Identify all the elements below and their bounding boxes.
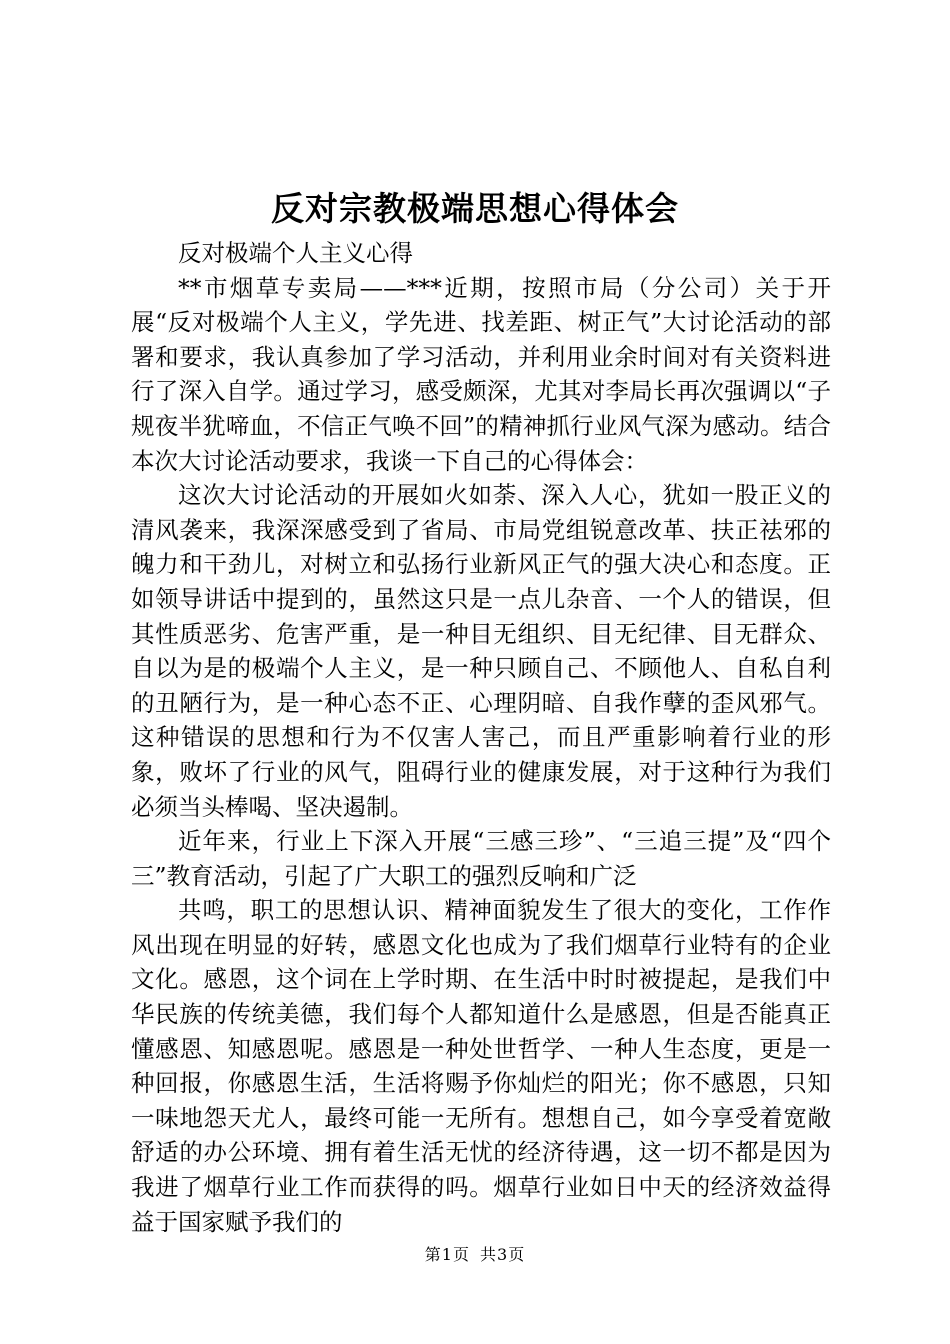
page-total: 共3页 [480,1245,526,1264]
page-number: 第1页 [424,1245,470,1264]
subtitle-paragraph: 反对极端个人主义心得 [178,239,413,267]
page-footer [0,1244,950,1266]
body-paragraph: 这次大讨论活动的开展如火如荼、深入人心，犹如一股正义的清风袭来，我深深感受到了省局、市局党组锐意改革、扶正祛邪的魄力和干劲儿，对树立和弘扬行业新风正气的强大决心和态度。正如领导讲话中提到的，虽然这只是一点儿杂音、一个人的错误，但其性质恶劣、危害严重，是一种目无组织、目无纪律、目无群众、自以为是的极端个人主义，是一种只顾自己、不顾他人、自私自利的丑陋行为，是一种心态不正、心理阴暗、自我作孽的歪风邪气。这种错误的思想和行为不仅害人害己，而且严重影响着行业的形象，败坏了行业的风气，阻碍行业的健康发展，对于这种行为我们必须当头棒喝、坚决遏制。 [131,481,831,821]
document-title: 反对宗教极端思想心得体会 [271,189,679,228]
body-paragraph: **市烟草专卖局——***近期，按照市局（分公司）关于开展“反对极端个人主义，学先进、找差距、树正气”大讨论活动的部署和要求，我认真参加了学习活动，并利用业余时间对有关资料进行了深入自学。通过学习，感受颇深，尤其对李局长再次强调以“子规夜半犹啼血，不信正气唤不回”的精神抓行业风气深为感动。结合本次大讨论活动要求，我谈一下自己的心得体会： [131,273,831,475]
document-body [131,236,831,1239]
body-paragraph: 近年来，行业上下深入开展“三感三珍”、“三追三提”及“四个三”教育活动，引起了广大职工的强烈反响和广泛 [131,827,831,890]
body-paragraph: 共鸣，职工的思想认识、精神面貌发生了很大的变化，工作作风出现在明显的好转，感恩文化也成为了我们烟草行业特有的企业文化。感恩，这个词在上学时期、在生活中时时被提起，是我们中华民族的传统美德，我们每个人都知道什么是感恩，但是否能真正懂感恩、知感恩呢。感恩是一种处世哲学、一种人生态度，更是一种回报，你感恩生活，生活将赐予你灿烂的阳光；你不感恩，只知一味地怨天尤人，最终可能一无所有。想想自己，如今享受着宽敞舒适的办公环境、拥有着生活无忧的经济待遇，这一切不都是因为我进了烟草行业工作而获得的吗。烟草行业如日中天的经济效益得益于国家赋予我们的 [131,896,831,1236]
